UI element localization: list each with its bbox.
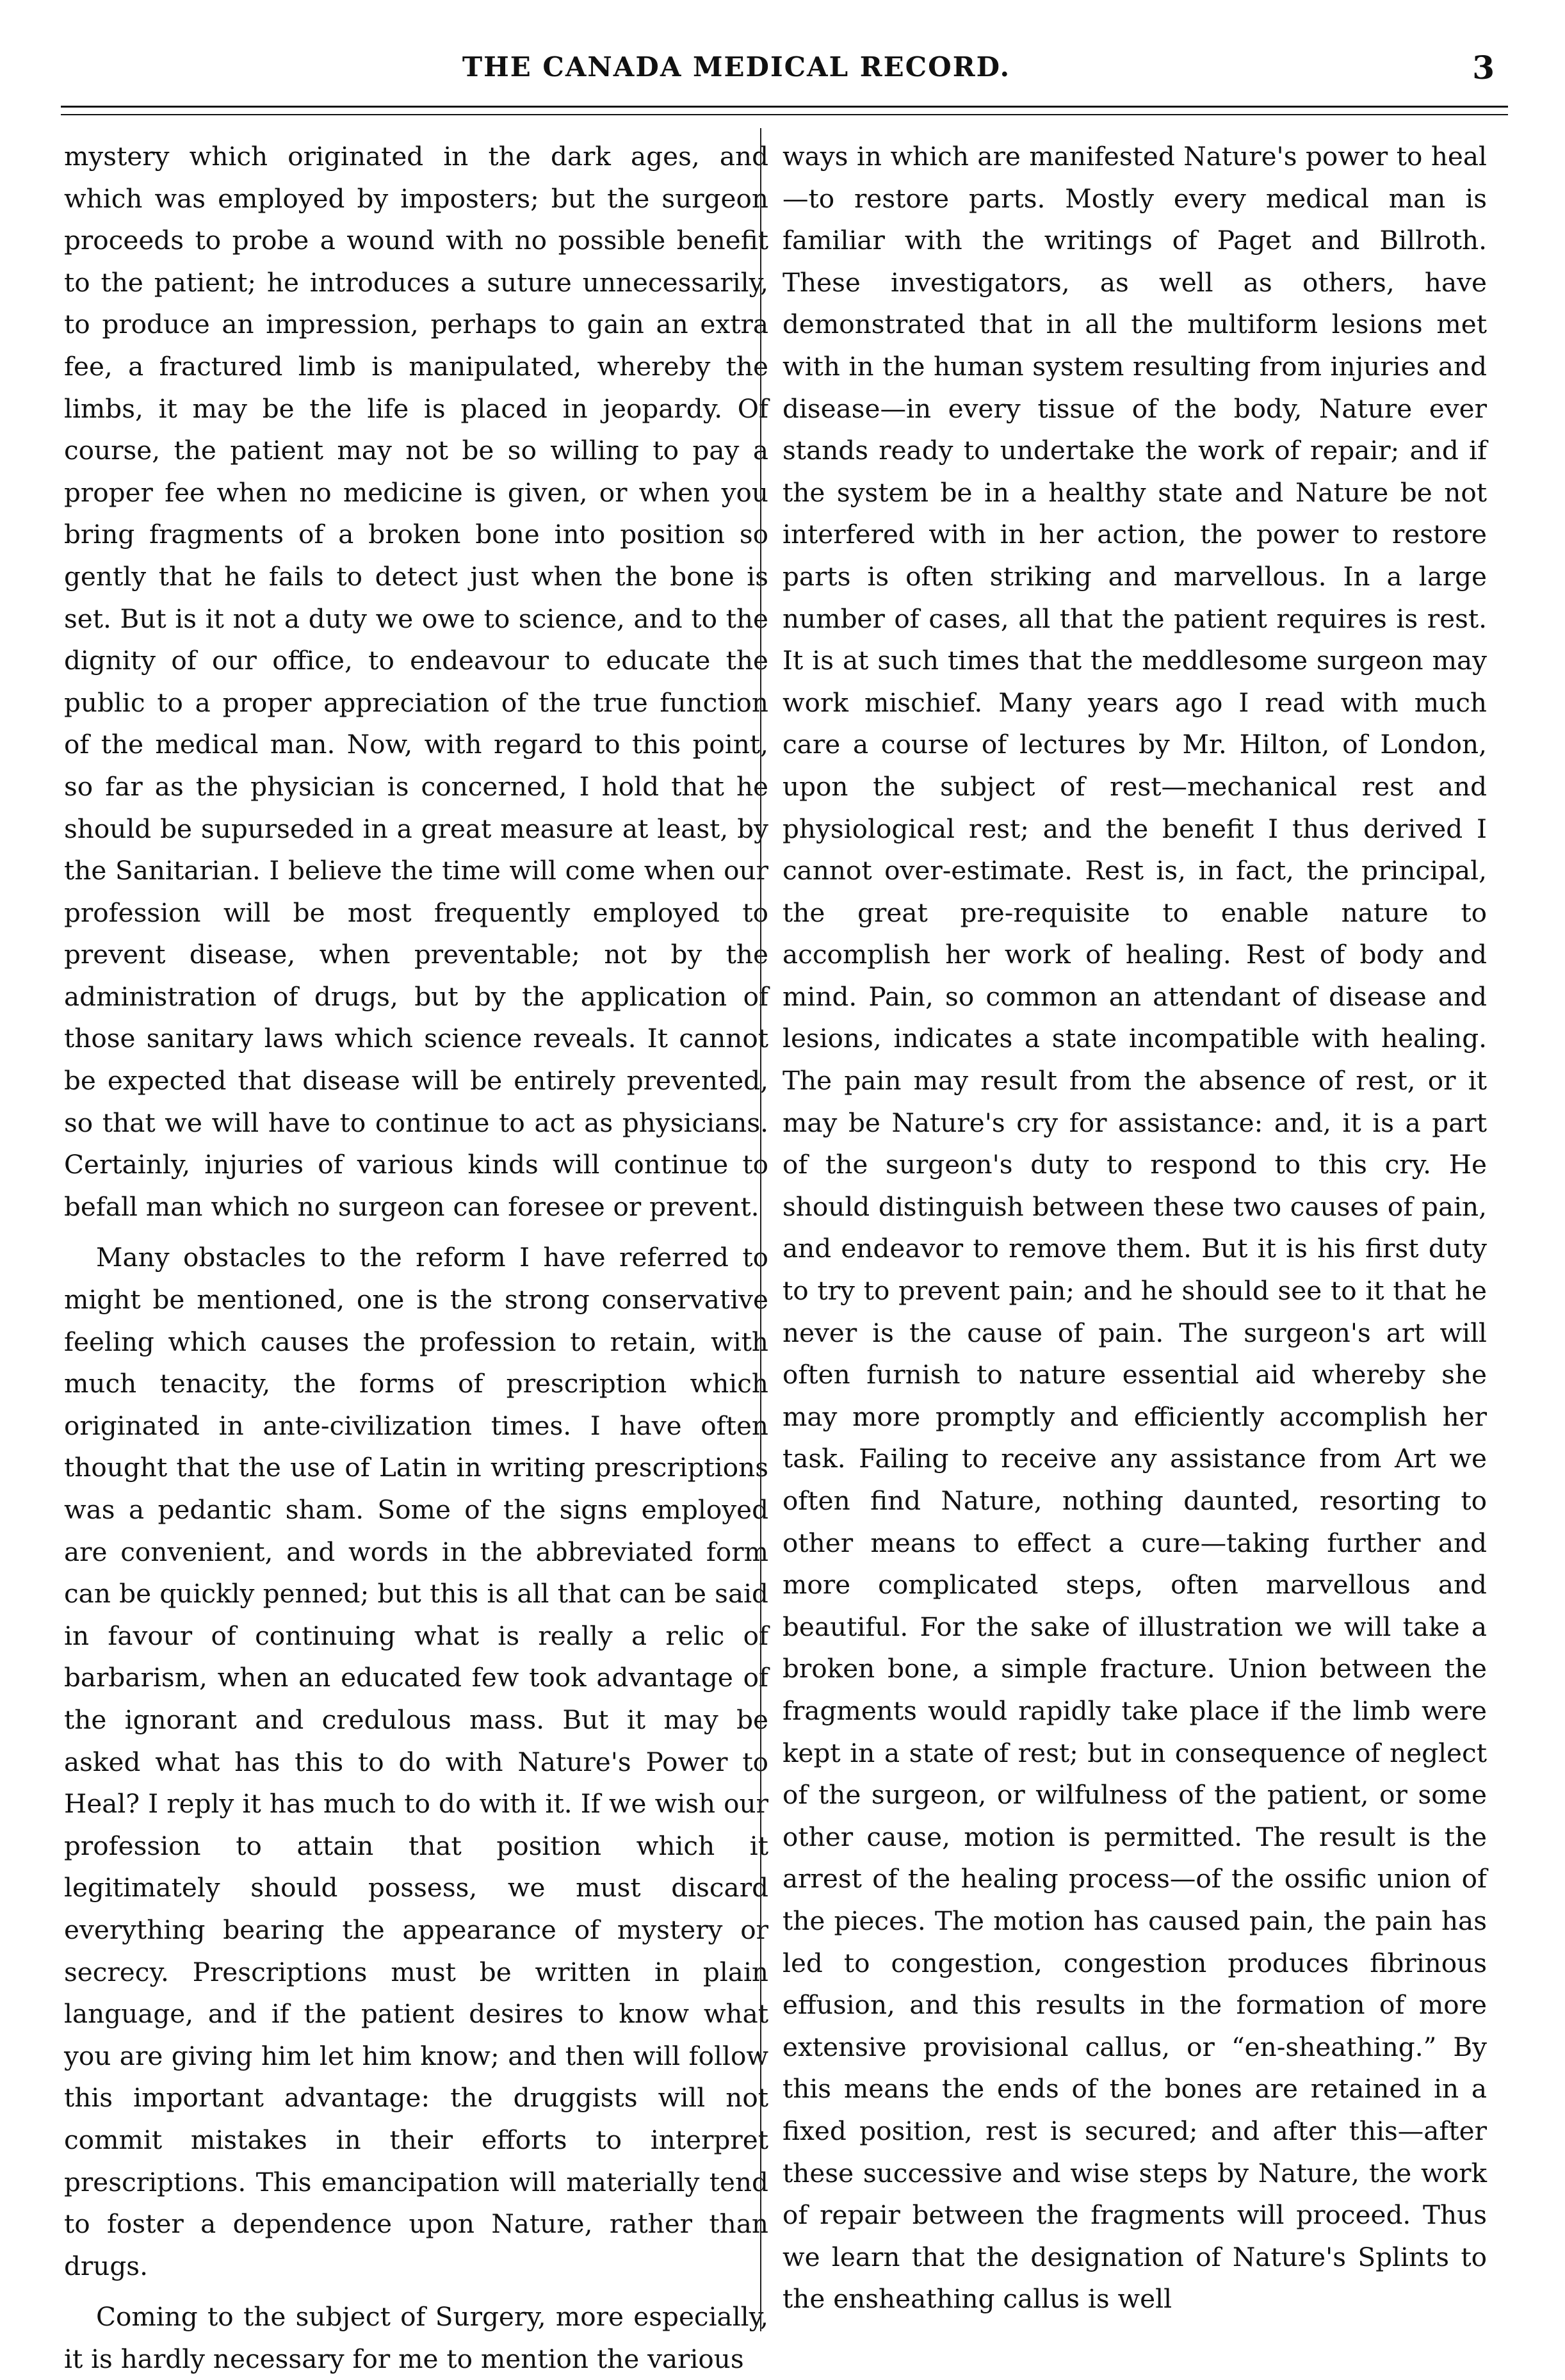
header-rule-secondary — [61, 114, 1508, 115]
column-divider — [760, 128, 761, 2331]
paragraph: mystery which originated in the dark ages, and which was employed by imposters; but the surgeon proceeds to probe a wound with no possible benefit to the patient; he introduces a suture unnecessarily, to produce an impression, perhaps to gain an extra fee, a fractured limb is manipulated, whereby the limbs, it may be the life is placed in jeopardy. Of course, the patient may not be so willing to pay a proper fee when no medicine is given, or when you bring fragments of a broken bone into position so gently that he fails to detect just when the bone is set. But is it not a duty we owe to science, and to the dignity of our office, to endeavour to educate the public to a proper appreciation of the true function of the medical man. Now, with regard to this point, so far as the physician is concerned, I hold that he should be supurseded in a great measure at least, by the Sanitarian. I believe the time will come when our profession will be most frequently employed to prevent disease, when preventable; not by the administration of drugs, but by the application of those sanitary laws which science reveals. It cannot be expected that disease will be entirely prevented, so that we will have to continue to act as physicians. Certainly, injuries of various kinds will continue to befall man which no surgeon can foresee or prevent. — [64, 141, 768, 1222]
paragraph: Many obstacles to the reform I have referred to might be mentioned, one is the strong conservative feeling which causes the profession to retain, with much tenacity, the forms of prescription which originated in ante-civilization times. I have often thought that the use of Latin in writing prescriptions was a pedantic sham. Some of the signs employed are convenient, and words in the abbreviated form can be quickly penned; but this is all that can be said in favour of continuing what is really a relic of barbarism, when an educated few took advantage of the ignorant and credulous mass. But it may be asked what has this to do with Nature's Power to Heal? I reply it has much to do with it. If we wish our profession to attain that position which it legitimately should possess, we must discard everything bearing the appearance of mystery or secrecy. Prescriptions must be written in plain language, and if the patient desires to know what you are giving him let him know; and then will follow this important advantage: the druggists will not commit mistakes in their efforts to interpret prescriptions. This emancipation will materially tend to foster a dependence upon Nature, rather than drugs. — [64, 1242, 768, 2281]
right-column — [782, 136, 1487, 2320]
header-rule — [61, 106, 1508, 108]
paragraph: ways in which are manifested Nature's power to heal —to restore parts. Mostly every medical man is familiar with the writings of Paget and Billroth. These investigators, as well as others, have demonstrated that in all the multiform lesions met with in the human system resulting from injuries and disease—in every tissue of the body, Nature ever stands ready to undertake the work of repair; and if the system be in a healthy state and Nature be not interfered with in her action, the power to restore parts is often striking and marvellous. In a large number of cases, all that the patient requires is rest. It is at such times that the meddlesome surgeon may work mischief. Many years ago I read with much care a course of lectures by Mr. Hilton, of London, upon the subject of rest—mechanical rest and physiological rest; and the benefit I thus derived I cannot over-estimate. Rest is, in fact, the principal, the great pre-requisite to enable nature to accomplish her work of healing. Rest of body and mind. Pain, so common an attendant of disease and lesions, indicates a state incompatible with healing. The pain may result from the absence of rest, or it may be Nature's cry for assistance: and, it is a part of the surgeon's duty to respond to this cry. He should distinguish between these two causes of pain, and endeavor to remove them. But it is his first duty to try to prevent pain; and he should see to it that he never is the cause of pain. The surgeon's art will often furnish to nature essential aid whereby she may more promptly and efficiently accomplish her task. Failing to receive any assistance from Art we often find Nature, nothing daunted, resorting to other means to effect a cure—taking further and more complicated steps, often marvellous and beautiful. For the sake of illustration we will take a broken bone, a simple fracture. Union between the fragments would rapidly take place if the limb were kept in a state of rest; but in consequence of neglect of the surgeon, or wilfulness of the patient, or some other cause, motion is permitted. The result is the arrest of the healing process—of the ossific union of the pieces. The motion has caused pain, the pain has led to congestion, congestion produces fibrinous effusion, and this results in the formation of more extensive provisional callus, or “en-sheathing.” By this means the ends of the bones are retained in a fixed position, rest is secured; and after this—after these successive and wise steps by Nature, the work of repair between the fragments will proceed. Thus we learn that the designation of Nature's Splints to the ensheathing callus is well — [782, 141, 1487, 2315]
paragraph: Coming to the subject of Surgery, more especially, it is hardly necessary for me to mention the various — [64, 2301, 768, 2374]
running-title: THE CANADA MEDICAL RECORD. — [462, 51, 1011, 83]
page-number: 3 — [1472, 49, 1495, 86]
page-header — [0, 51, 1565, 102]
left-column — [64, 136, 768, 2380]
